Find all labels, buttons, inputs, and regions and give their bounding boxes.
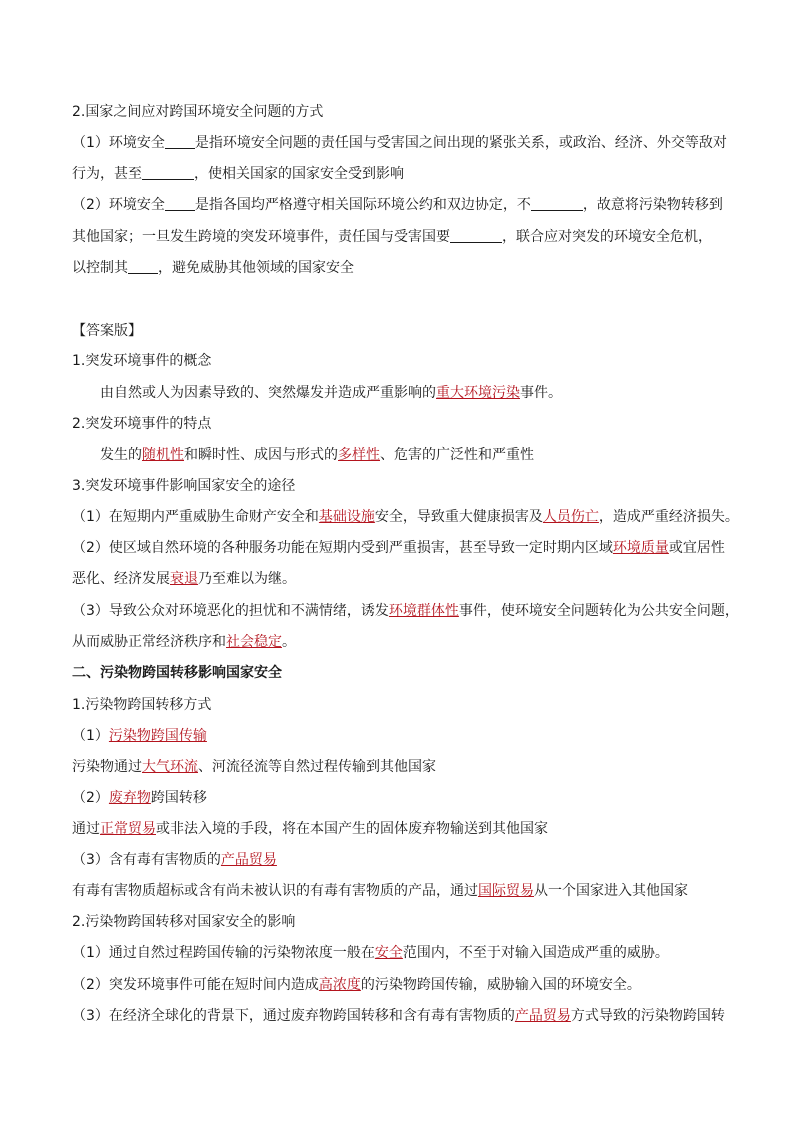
text: 2.突发环境事件的特点 bbox=[72, 416, 212, 432]
text: ，联合应对突发的环境安全危机， bbox=[502, 229, 712, 245]
method-2-desc bbox=[72, 818, 548, 840]
method-3 bbox=[72, 849, 277, 871]
fill-blank[interactable] bbox=[165, 134, 195, 149]
s3-item3-line2 bbox=[72, 631, 296, 653]
fill-blank[interactable] bbox=[165, 196, 195, 211]
effects-heading bbox=[72, 911, 295, 933]
text: （2） bbox=[72, 790, 109, 806]
method-2 bbox=[72, 787, 207, 809]
exercise-heading bbox=[72, 101, 323, 123]
answer-text: 高浓度 bbox=[318, 977, 361, 993]
answer-text: 基础设施 bbox=[318, 509, 375, 525]
exercise-p1-line1 bbox=[72, 132, 727, 154]
text: 安全，导致重大健康损害及 bbox=[374, 509, 543, 525]
answer-text: 废弃物 bbox=[108, 790, 151, 806]
answer-text: 污染物跨国传输 bbox=[108, 728, 207, 744]
text: 1.污染物跨国转移方式 bbox=[72, 697, 212, 713]
text: 和瞬时性、成因与形式的 bbox=[184, 447, 338, 463]
effect-1 bbox=[72, 942, 669, 964]
text: 事件。 bbox=[520, 385, 562, 401]
s3-item3-line1 bbox=[72, 600, 739, 622]
s3-item2-line2 bbox=[72, 568, 296, 590]
answer-text: 环境质量 bbox=[612, 540, 669, 556]
method-1 bbox=[72, 725, 207, 747]
fill-blank[interactable] bbox=[128, 259, 158, 274]
answer-version-title bbox=[72, 320, 142, 342]
text: 跨国转移 bbox=[150, 790, 207, 806]
text: 、河流径流等自然过程传输到其他国家 bbox=[198, 759, 436, 775]
fill-blank[interactable] bbox=[142, 165, 194, 180]
text: 从而威胁正常经济秩序和 bbox=[72, 634, 226, 650]
text: 【答案版】 bbox=[72, 323, 142, 339]
answer-text: 产品贸易 bbox=[220, 852, 277, 868]
text: 由自然或人为因素导致的、突然爆发并造成严重影响的 bbox=[100, 385, 436, 401]
text: （3）含有毒有害物质的 bbox=[72, 852, 221, 868]
text: 二、污染物跨国转移影响国家安全 bbox=[72, 665, 282, 681]
text: 有毒有害物质超标或含有尚未被认识的有毒有害物质的产品，通过 bbox=[72, 883, 478, 899]
exercise-p2-line2 bbox=[72, 226, 712, 248]
s2-line bbox=[100, 444, 534, 466]
text: （3）在经济全球化的背景下，通过废弃物跨国转移和含有毒有害物质的 bbox=[72, 1008, 515, 1024]
text: （1）在短期内严重威胁生命财产安全和 bbox=[72, 509, 319, 525]
text: 2.污染物跨国转移对国家安全的影响 bbox=[72, 914, 296, 930]
fill-blank[interactable] bbox=[531, 196, 583, 211]
text: 污染物通过 bbox=[72, 759, 142, 775]
method-1-desc bbox=[72, 756, 436, 778]
text: ，避免威胁其他领域的国家安全 bbox=[158, 260, 354, 276]
text: ，造成严重经济损失。 bbox=[598, 509, 739, 525]
exercise-p1-line2 bbox=[72, 163, 404, 185]
exercise-p2-line3 bbox=[72, 257, 354, 279]
answer-text: 正常贸易 bbox=[100, 821, 156, 837]
effect-3 bbox=[72, 1005, 725, 1027]
text: 2.国家之间应对跨国环境安全问题的方式 bbox=[72, 104, 324, 120]
answer-text: 大气环流 bbox=[142, 759, 198, 775]
answer-text: 多样性 bbox=[338, 447, 380, 463]
text: 以控制其 bbox=[72, 260, 128, 276]
text: （1）环境安全 bbox=[72, 135, 165, 151]
answer-text: 衰退 bbox=[170, 571, 198, 587]
text: （1） bbox=[72, 728, 109, 744]
answer-text: 随机性 bbox=[142, 447, 184, 463]
text: 3.突发环境事件影响国家安全的途径 bbox=[72, 478, 296, 494]
text: 是指各国均严格遵守相关国际环境公约和双边协定，不 bbox=[194, 197, 531, 213]
s2-heading bbox=[72, 413, 211, 435]
answer-text: 人员伤亡 bbox=[542, 509, 599, 525]
text: ，使相关国家的国家安全受到影响 bbox=[194, 166, 404, 182]
text: 行为，甚至 bbox=[72, 166, 142, 182]
text: 从一个国家进入其他国家 bbox=[534, 883, 688, 899]
text: 的污染物跨国传输，威胁输入国的环境安全。 bbox=[360, 977, 641, 993]
text: 是指环境安全问题的责任国与受害国之间出现的紧张关系，或政治、经济、外交等敌对 bbox=[194, 135, 727, 151]
fill-blank[interactable] bbox=[450, 228, 502, 243]
answer-text: 国际贸易 bbox=[478, 883, 534, 899]
text: 或非法入境的手段，将在本国产生的固体废弃物输送到其他国家 bbox=[156, 821, 548, 837]
section-2-title bbox=[72, 662, 282, 684]
text: （3）导致公众对环境恶化的担忧和不满情绪，诱发 bbox=[72, 603, 389, 619]
method-3-desc bbox=[72, 880, 688, 902]
exercise-p2-line1 bbox=[72, 194, 723, 216]
text: 事件，使环境安全问题转化为公共安全问题， bbox=[458, 603, 739, 619]
text: 、危害的广泛性和严重性 bbox=[380, 447, 534, 463]
text: 发生的 bbox=[100, 447, 142, 463]
s1-heading bbox=[72, 350, 211, 372]
text: （2）使区域自然环境的各种服务功能在短期内受到严重损害，甚至导致一定时期内区域 bbox=[72, 540, 613, 556]
s1-line bbox=[100, 382, 562, 404]
answer-text: 环境群体性 bbox=[388, 603, 459, 619]
text: 或宜居性 bbox=[668, 540, 725, 556]
s3-item1 bbox=[72, 506, 739, 528]
text: 恶化、经济发展 bbox=[72, 571, 170, 587]
text: 方式导致的污染物跨国转 bbox=[570, 1008, 725, 1024]
text: （2）突发环境事件可能在短时间内造成 bbox=[72, 977, 319, 993]
text: 范围内，不至于对输入国造成严重的威胁。 bbox=[402, 945, 669, 961]
s3-item2-line1 bbox=[72, 537, 725, 559]
text: （2）环境安全 bbox=[72, 197, 165, 213]
text: 1.突发环境事件的概念 bbox=[72, 353, 212, 369]
answer-text: 重大环境污染 bbox=[436, 385, 520, 401]
methods-heading bbox=[72, 694, 211, 716]
answer-text: 社会稳定 bbox=[226, 634, 282, 650]
text: ，故意将污染物转移到 bbox=[582, 197, 723, 213]
s3-heading bbox=[72, 475, 295, 497]
effect-2 bbox=[72, 974, 641, 996]
text: 乃至难以为继。 bbox=[198, 571, 296, 587]
text: 通过 bbox=[72, 821, 100, 837]
answer-text: 产品贸易 bbox=[514, 1008, 571, 1024]
text: （1）通过自然过程跨国传输的污染物浓度一般在 bbox=[72, 945, 375, 961]
answer-text: 安全 bbox=[374, 945, 403, 961]
text: 其他国家；一旦发生跨境的突发环境事件，责任国与受害国要 bbox=[72, 229, 450, 245]
text: 。 bbox=[282, 634, 296, 650]
